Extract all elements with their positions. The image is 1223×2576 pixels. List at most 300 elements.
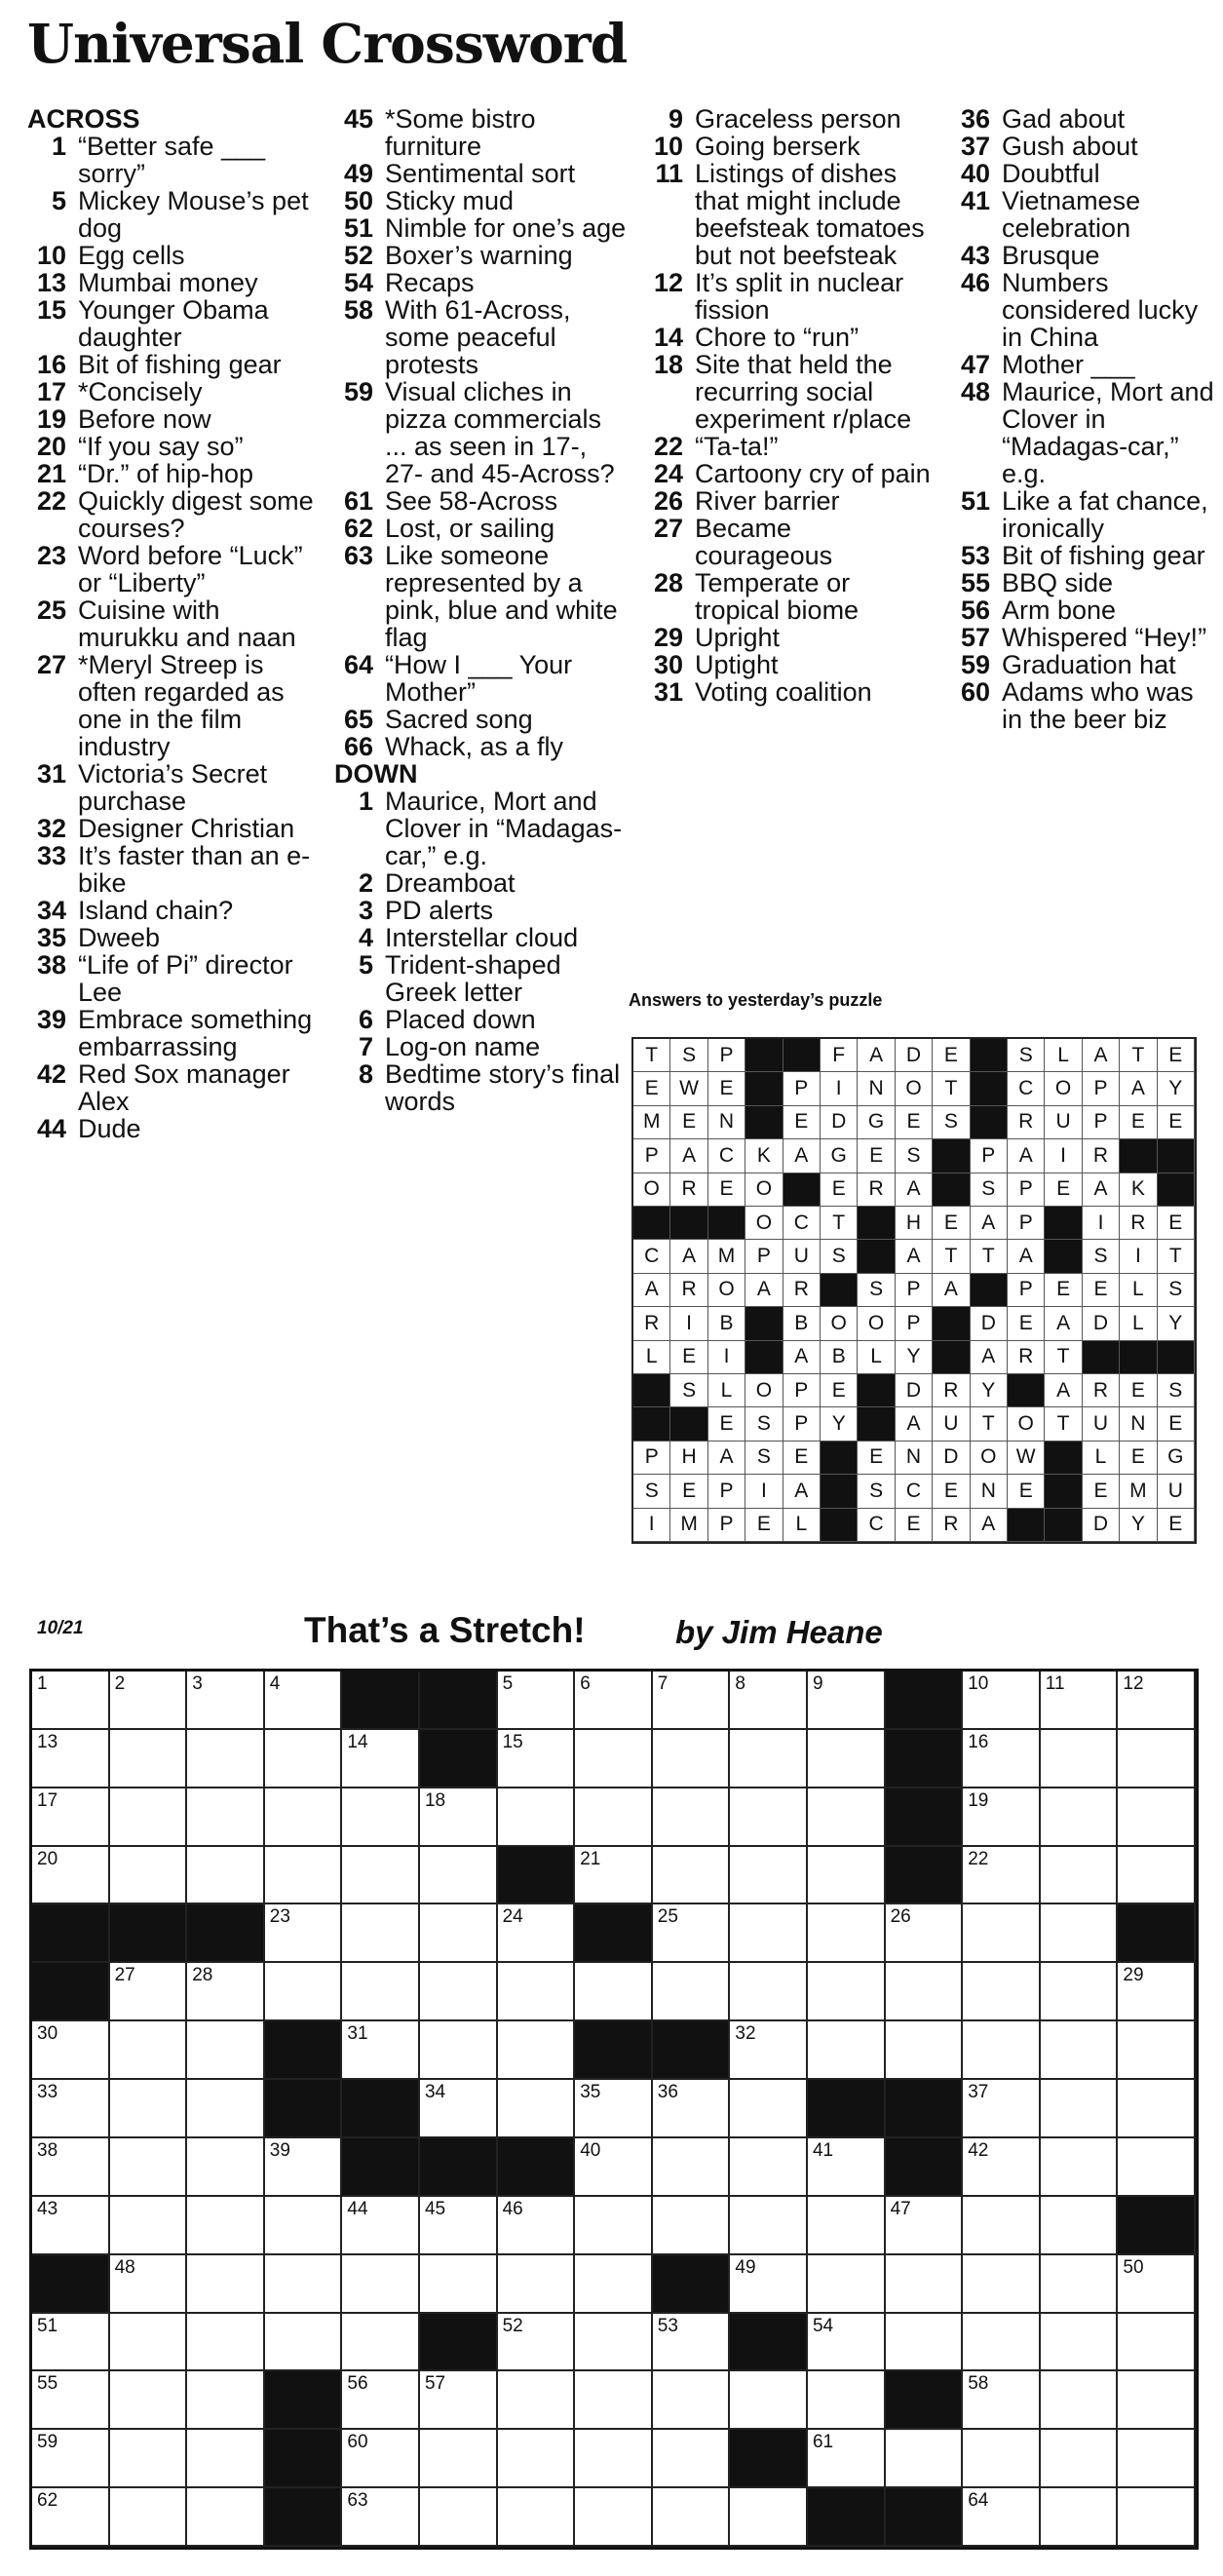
puzzle-cell[interactable] [808,1963,886,2021]
cell-number: 21 [580,1848,601,1869]
puzzle-cell[interactable] [1118,1788,1196,1847]
puzzle-cell[interactable] [187,2430,265,2488]
answer-cell: O [745,1207,783,1240]
puzzle-cell[interactable] [575,2197,653,2255]
puzzle-cell[interactable] [1041,2371,1119,2430]
cell-number: 33 [37,2082,58,2103]
puzzle-cell[interactable] [420,1904,498,1963]
cell-number: 36 [657,2082,678,2103]
answer-cell: A [971,1341,1008,1374]
answer-cell: C [633,1240,670,1273]
puzzle-cell[interactable] [265,1730,343,1788]
puzzle-cell[interactable] [110,2197,188,2255]
puzzle-cell[interactable] [653,2371,731,2430]
puzzle-cell[interactable] [963,2255,1041,2314]
puzzle-cell[interactable] [110,2371,188,2430]
clue-number: 48 [960,377,990,406]
clue-text: Quickly digest some courses? [78,486,314,543]
puzzle-cell[interactable] [730,2255,808,2314]
puzzle-cell[interactable] [575,2371,653,2430]
puzzle-cell[interactable] [730,2488,808,2547]
puzzle-cell[interactable] [808,1847,886,1905]
puzzle-cell[interactable] [498,2021,576,2080]
puzzle-cell[interactable] [653,1788,731,1847]
clue-item [334,214,627,242]
puzzle-cell[interactable] [342,2021,420,2080]
clue-item [334,187,627,214]
puzzle-cell[interactable] [808,1788,886,1847]
puzzle-cell[interactable] [575,2314,653,2372]
clue-item [334,951,627,1006]
puzzle-cell[interactable] [32,1847,110,1905]
puzzle-cell[interactable] [342,1904,420,1963]
puzzle-cell[interactable] [653,2138,731,2197]
puzzle-cell[interactable] [1041,2080,1119,2138]
answer-cell: U [1083,1407,1120,1441]
puzzle-block-cell [886,2488,964,2547]
puzzle-cell[interactable] [963,1963,1041,2021]
puzzle-cell[interactable] [1041,2021,1119,2080]
puzzle-cell[interactable] [963,2080,1041,2138]
puzzle-cell[interactable] [110,1788,188,1847]
clue-number: 12 [653,268,683,297]
puzzle-cell[interactable] [32,2021,110,2080]
puzzle-cell[interactable] [1041,1730,1119,1788]
clue-text: Island chain? [78,896,234,925]
answer-cell: A [858,1039,895,1072]
clue-item [27,924,320,951]
puzzle-cell[interactable] [1041,2430,1119,2488]
puzzle-cell[interactable] [963,2197,1041,2255]
puzzle-cell[interactable] [110,2138,188,2197]
puzzle-cell[interactable] [1118,2371,1196,2430]
puzzle-cell[interactable] [1041,2138,1119,2197]
clue-item [27,951,320,1006]
cell-number: 62 [37,2490,58,2512]
puzzle-cell[interactable] [653,1672,731,1730]
answer-cell: R [1083,1374,1120,1407]
puzzle-cell[interactable] [1118,2138,1196,2197]
puzzle-cell[interactable] [498,1904,576,1963]
puzzle-block-cell [110,1904,188,1963]
puzzle-cell[interactable] [498,1672,576,1730]
puzzle-cell[interactable] [187,1963,265,2021]
puzzle-cell[interactable] [265,1672,343,1730]
puzzle-cell[interactable] [1041,1847,1119,1905]
puzzle-cell[interactable] [886,2430,964,2488]
puzzle-cell[interactable] [342,1963,420,2021]
answer-cell: E [821,1374,858,1407]
puzzle-cell[interactable] [32,2080,110,2138]
clue-number: 45 [343,104,373,134]
puzzle-cell[interactable] [963,2488,1041,2547]
answer-cell: O [745,1173,783,1207]
puzzle-cell[interactable] [1041,2197,1119,2255]
puzzle-cell[interactable] [187,1788,265,1847]
answer-cell: S [745,1407,783,1441]
answer-block-cell [745,1307,783,1340]
answer-cell: R [1120,1207,1157,1240]
answer-block-cell [1158,1173,1195,1207]
puzzle-cell[interactable] [886,2255,964,2314]
answer-cell: D [933,1442,970,1475]
puzzle-cell[interactable] [187,1847,265,1905]
puzzle-cell[interactable] [110,1963,188,2021]
answer-cell: S [858,1475,895,1508]
down-clue-list-end [943,105,1216,733]
puzzle-cell[interactable] [963,2371,1041,2430]
puzzle-cell[interactable] [342,2255,420,2314]
puzzle-cell[interactable] [653,2488,731,2547]
clue-item [27,596,320,651]
puzzle-cell[interactable] [730,1963,808,2021]
puzzle-cell[interactable] [963,2021,1041,2080]
puzzle-cell[interactable] [963,1730,1041,1788]
puzzle-cell[interactable] [1041,2314,1119,2372]
puzzle-cell[interactable] [32,2197,110,2255]
clue-text: Designer Christian [78,814,295,843]
answer-block-cell [1083,1341,1120,1374]
clue-number: 8 [358,1059,373,1089]
puzzle-cell[interactable] [730,2021,808,2080]
clue-item [943,351,1216,378]
puzzle-cell[interactable] [1041,1963,1119,2021]
puzzle-block-cell [342,2080,420,2138]
puzzle-cell[interactable] [32,1730,110,1788]
clue-text: Younger Obama daughter [78,295,269,352]
puzzle-cell[interactable] [653,1963,731,2021]
puzzle-cell[interactable] [187,2080,265,2138]
answer-block-cell [745,1341,783,1374]
clue-item [638,569,931,624]
clue-item [943,105,1216,133]
puzzle-cell[interactable] [498,2430,576,2488]
puzzle-cell[interactable] [808,1730,886,1788]
puzzle-cell[interactable] [498,2255,576,2314]
puzzle-cell[interactable] [886,1904,964,1963]
puzzle-cell[interactable] [963,2314,1041,2372]
puzzle-cell[interactable] [110,1730,188,1788]
puzzle-cell[interactable] [420,2255,498,2314]
puzzle-cell[interactable] [187,1672,265,1730]
clue-text: Like someone represented by a pink, blue and white flag [385,541,618,652]
puzzle-cell[interactable] [886,2314,964,2372]
puzzle-cell[interactable] [730,1730,808,1788]
puzzle-cell[interactable] [1118,1672,1196,1730]
puzzle-cell[interactable] [187,2371,265,2430]
puzzle-cell[interactable] [32,2430,110,2488]
answer-block-cell [1158,1341,1195,1374]
puzzle-block-cell [32,2255,110,2314]
puzzle-block-cell [653,2255,731,2314]
puzzle-cell[interactable] [1118,2488,1196,2547]
answer-cell: T [633,1039,670,1072]
puzzle-cell[interactable] [420,2430,498,2488]
puzzle-cell[interactable] [187,2021,265,2080]
puzzle-cell[interactable] [575,1963,653,2021]
clue-text: Site that held the recurring social experiment r/place [695,350,912,434]
puzzle-cell[interactable] [808,2371,886,2430]
answer-cell: B [783,1307,821,1340]
answer-cell: E [670,1475,707,1508]
clue-item [334,869,627,897]
puzzle-cell[interactable] [963,1904,1041,1963]
puzzle-cell[interactable] [730,1904,808,1963]
answer-cell: E [821,1173,858,1207]
answer-cell: P [708,1039,745,1072]
puzzle-cell[interactable] [342,1730,420,1788]
puzzle-cell[interactable] [886,2197,964,2255]
puzzle-cell[interactable] [498,1963,576,2021]
puzzle-cell[interactable] [110,2488,188,2547]
puzzle-cell[interactable] [1041,2488,1119,2547]
puzzle-cell[interactable] [498,1730,576,1788]
puzzle-cell[interactable] [265,2197,343,2255]
puzzle-cell[interactable] [963,2138,1041,2197]
clue-number: 38 [36,950,66,980]
puzzle-cell[interactable] [1118,2430,1196,2488]
answer-cell: P [633,1442,670,1475]
puzzle-cell[interactable] [498,2371,576,2430]
answer-cell: E [1158,1207,1195,1240]
clue-number: 18 [653,350,683,379]
answer-block-cell [858,1240,895,1273]
puzzle-cell[interactable] [265,2255,343,2314]
puzzle-cell[interactable] [730,1672,808,1730]
answer-cell: R [933,1374,970,1407]
puzzle-cell[interactable] [575,2255,653,2314]
puzzle-cell[interactable] [420,1788,498,1847]
puzzle-cell[interactable] [32,2314,110,2372]
answer-cell: A [1045,1374,1082,1407]
puzzle-cell[interactable] [575,2138,653,2197]
puzzle-cell[interactable] [498,2197,576,2255]
clue-text: PD alerts [385,896,494,925]
puzzle-cell[interactable] [420,2080,498,2138]
puzzle-cell[interactable] [730,1788,808,1847]
puzzle-cell[interactable] [730,2197,808,2255]
puzzle-cell[interactable] [730,2371,808,2430]
puzzle-block-cell [886,1672,964,1730]
puzzle-cell[interactable] [575,2488,653,2547]
cell-number: 16 [968,1731,989,1752]
puzzle-cell[interactable] [1041,1672,1119,1730]
puzzle-cell[interactable] [420,2197,498,2255]
puzzle-cell[interactable] [110,2255,188,2314]
puzzle-cell[interactable] [963,1847,1041,1905]
answer-cell: E [1120,1442,1157,1475]
answer-cell: L [783,1509,821,1542]
clue-item [27,760,320,815]
clue-item [943,651,1216,678]
puzzle-cell[interactable] [187,1730,265,1788]
answer-cell: E [1045,1173,1082,1207]
puzzle-cell[interactable] [420,2488,498,2547]
cell-number: 54 [812,2315,834,2336]
puzzle-cell[interactable] [342,2430,420,2488]
puzzle-cell[interactable] [653,2430,731,2488]
puzzle-cell[interactable] [575,1672,653,1730]
answer-cell: C [858,1509,895,1542]
puzzle-cell[interactable] [575,2430,653,2488]
puzzle-cell[interactable] [32,2371,110,2430]
puzzle-cell[interactable] [187,2255,265,2314]
answer-cell: A [783,1475,821,1508]
answer-cell: E [783,1442,821,1475]
puzzle-cell[interactable] [575,1847,653,1905]
answer-cell: Y [896,1341,933,1374]
puzzle-cell[interactable] [963,2430,1041,2488]
puzzle-cell[interactable] [187,2314,265,2372]
puzzle-cell[interactable] [342,1788,420,1847]
puzzle-cell[interactable] [1118,1730,1196,1788]
puzzle-cell[interactable] [498,2488,576,2547]
puzzle-cell[interactable] [653,2314,731,2372]
puzzle-cell[interactable] [730,1847,808,1905]
puzzle-cell[interactable] [1118,1847,1196,1905]
puzzle-cell[interactable] [808,2430,886,2488]
clue-number: 40 [960,159,990,188]
puzzle-cell[interactable] [730,2080,808,2138]
puzzle-cell[interactable] [342,1847,420,1905]
answer-cell: A [1120,1072,1157,1105]
puzzle-cell[interactable] [808,1904,886,1963]
cell-number: 51 [37,2315,58,2336]
answer-block-cell [933,1341,970,1374]
clue-item [27,133,320,187]
puzzle-block-cell [498,1847,576,1905]
puzzle-cell[interactable] [32,1788,110,1847]
puzzle-cell[interactable] [187,2488,265,2547]
answer-cell: O [1008,1407,1045,1441]
clue-text: Dude [78,1114,141,1143]
puzzle-cell[interactable] [886,2021,964,2080]
answer-cell: G [1158,1442,1195,1475]
answer-cell: I [1083,1207,1120,1240]
puzzle-cell[interactable] [32,2488,110,2547]
puzzle-cell[interactable] [32,1672,110,1730]
answer-cell: K [745,1139,783,1173]
puzzle-cell[interactable] [110,1847,188,1905]
puzzle-cell[interactable] [886,1963,964,2021]
puzzle-cell[interactable] [653,2080,731,2138]
puzzle-cell[interactable] [653,2197,731,2255]
puzzle-cell[interactable] [498,2314,576,2372]
puzzle-cell[interactable] [420,1963,498,2021]
puzzle-cell[interactable] [420,2371,498,2430]
puzzle-cell[interactable] [187,2197,265,2255]
puzzle-cell[interactable] [342,2371,420,2430]
puzzle-cell[interactable] [1041,1788,1119,1847]
puzzle-cell[interactable] [110,2314,188,2372]
clue-item [638,651,931,678]
answer-block-cell [821,1442,858,1475]
puzzle-cell[interactable] [110,2430,188,2488]
answer-cell: L [1120,1274,1157,1307]
puzzle-cell[interactable] [808,1672,886,1730]
puzzle-cell[interactable] [110,2021,188,2080]
answer-cell: S [745,1442,783,1475]
clue-number: 52 [343,241,373,270]
puzzle-cell[interactable] [498,1788,576,1847]
puzzle-cell[interactable] [653,1904,731,1963]
answer-cell: P [1083,1072,1120,1105]
puzzle-cell[interactable] [342,2314,420,2372]
puzzle-cell[interactable] [110,2080,188,2138]
puzzle-cell[interactable] [730,2138,808,2197]
clue-column-4 [943,105,1216,733]
clue-text: Trident-shaped Greek letter [385,950,561,1007]
cell-number: 37 [968,2082,989,2103]
puzzle-cell[interactable] [575,2080,653,2138]
clue-number: 5 [51,186,66,215]
puzzle-cell[interactable] [808,2255,886,2314]
puzzle-cell[interactable] [1118,2255,1196,2314]
puzzle-cell[interactable] [808,2197,886,2255]
clue-text: Sacred song [385,705,533,734]
clue-text: See 58-Across [385,486,558,516]
clue-number: 22 [653,432,683,461]
puzzle-cell[interactable] [265,2138,343,2197]
clue-text: Lost, or sailing [385,514,555,543]
puzzle-block-cell [498,2138,576,2197]
puzzle-cell[interactable] [1118,1963,1196,2021]
puzzle-cell[interactable] [498,2080,576,2138]
puzzle-cell[interactable] [265,2314,343,2372]
puzzle-cell[interactable] [342,2488,420,2547]
clue-number: 63 [343,541,373,570]
puzzle-cell[interactable] [1041,1904,1119,1963]
puzzle-cell[interactable] [1118,2314,1196,2372]
puzzle-cell[interactable] [265,1904,343,1963]
clue-number: 27 [36,650,66,679]
puzzle-cell[interactable] [963,1788,1041,1847]
puzzle-cell[interactable] [1118,2080,1196,2138]
clue-item [638,351,931,433]
puzzle-cell[interactable] [32,2138,110,2197]
puzzle-cell[interactable] [808,2021,886,2080]
clue-text: Mumbai money [78,268,258,297]
clue-item [27,433,320,460]
puzzle-cell[interactable] [265,1847,343,1905]
answer-cell: S [858,1274,895,1307]
puzzle-cell[interactable] [575,1788,653,1847]
puzzle-cell[interactable] [420,2021,498,2080]
clue-number: 60 [960,677,990,707]
puzzle-cell[interactable] [653,1847,731,1905]
puzzle-cell[interactable] [110,1672,188,1730]
puzzle-cell[interactable] [575,1730,653,1788]
answer-cell: E [896,1509,933,1542]
puzzle-cell[interactable] [963,1672,1041,1730]
answer-cell: A [1083,1173,1120,1207]
clue-number: 51 [343,213,373,243]
puzzle-cell[interactable] [420,1847,498,1905]
puzzle-cell[interactable] [653,1730,731,1788]
puzzle-cell[interactable] [342,2197,420,2255]
cell-number: 60 [347,2432,368,2453]
puzzle-cell[interactable] [1118,2021,1196,2080]
puzzle-cell[interactable] [808,2314,886,2372]
puzzle-cell[interactable] [265,1963,343,2021]
answers-title: Answers to yesterday’s puzzle [629,990,883,1010]
puzzle-cell[interactable] [265,1788,343,1847]
clue-text: “Ta-ta!” [695,432,779,461]
puzzle-cell[interactable] [187,2138,265,2197]
answer-cell: O [708,1274,745,1307]
puzzle-cell[interactable] [808,2138,886,2197]
puzzle-cell[interactable] [1041,2255,1119,2314]
